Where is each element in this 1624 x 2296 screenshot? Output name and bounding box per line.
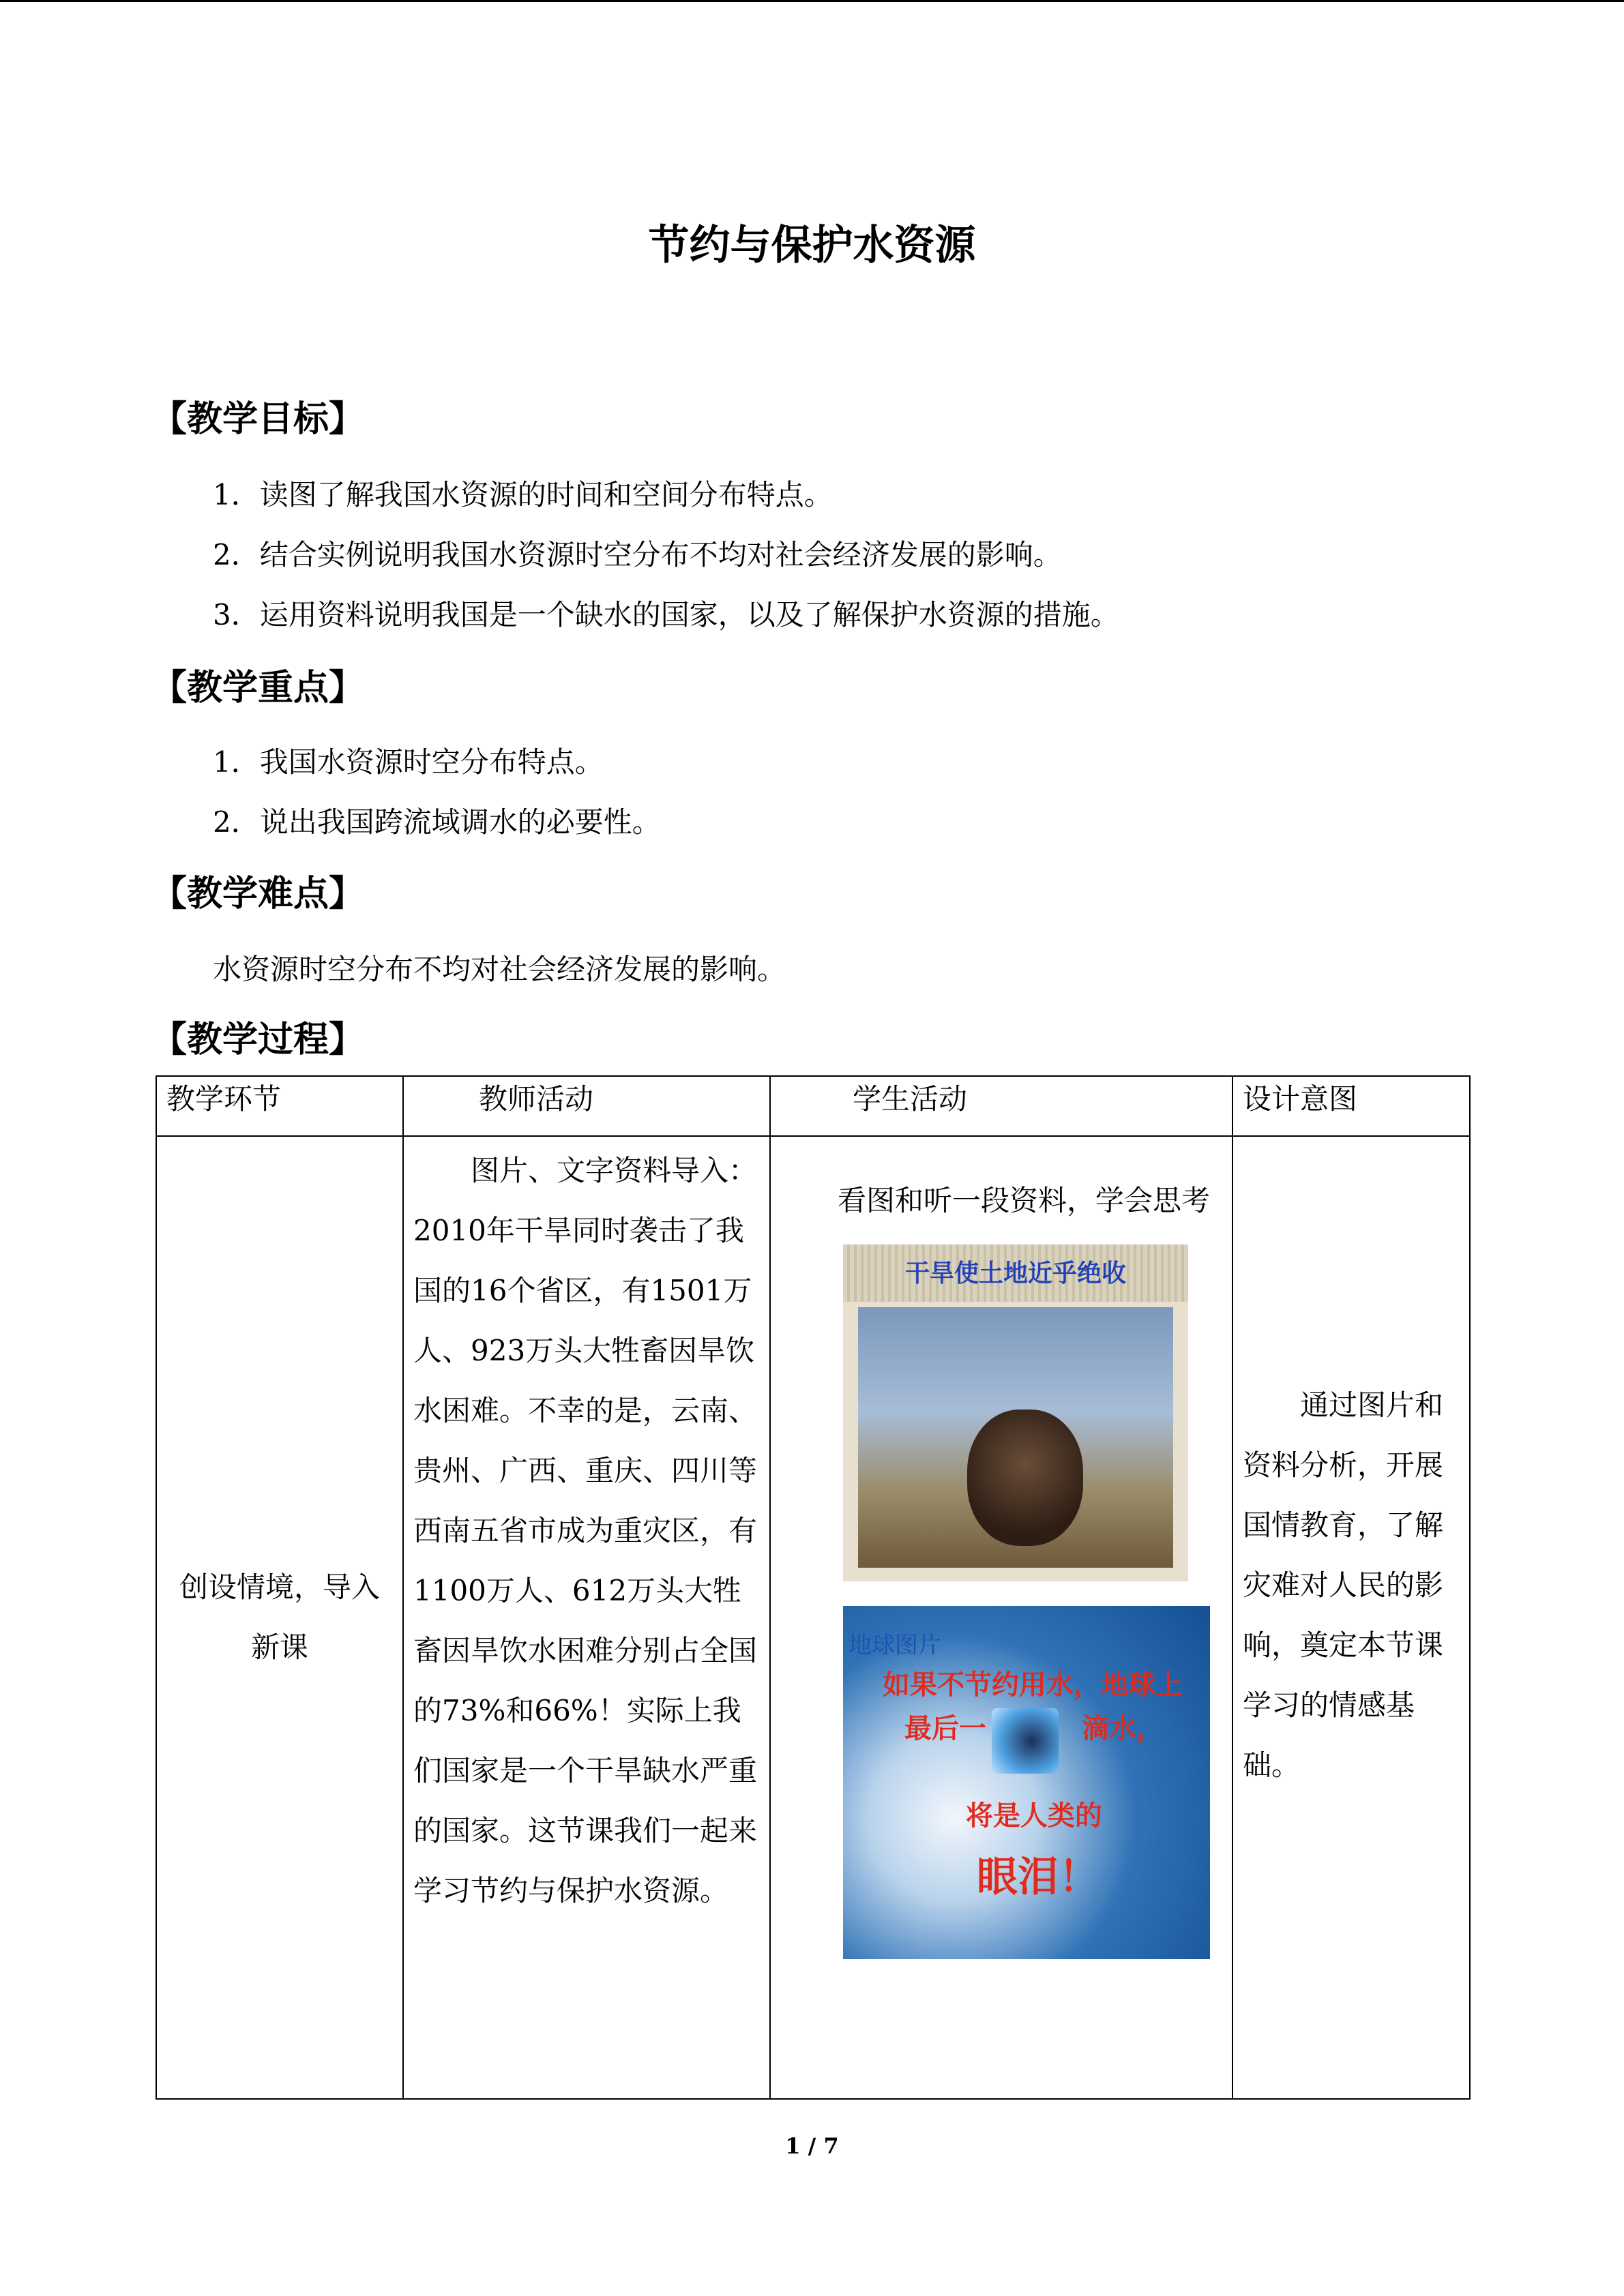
- heading-difficulties: 【教学难点】: [151, 874, 365, 914]
- column-header-student: 学生活动: [770, 1076, 1232, 1136]
- drought-image: [843, 1244, 1222, 1581]
- page-number: 1 / 7: [785, 2133, 839, 2159]
- cell-design-intent: [1232, 1136, 1470, 2099]
- farmer-photo: [858, 1307, 1173, 1568]
- farmer-figure: [967, 1410, 1083, 1546]
- top-border-line: [0, 0, 1624, 2]
- earth-text-line2b: 滴水，: [1082, 1713, 1164, 1744]
- heading-teaching-process: 【教学过程】: [151, 1019, 365, 1060]
- drought-caption: 干旱使土地近乎绝收: [904, 1259, 1126, 1287]
- earth-text-line4: 眼泪！: [977, 1853, 1099, 1901]
- key-point-item-2: 2．说出我国跨流域调水的必要性。: [213, 805, 661, 839]
- table-header-row: [156, 1076, 1470, 1136]
- cell-student-activity: [770, 1136, 1232, 2099]
- earth-photo-card: [843, 1606, 1210, 1959]
- document-title: 节约与保护水资源: [648, 222, 976, 269]
- student-activity-text: 看图和听一段资料，学会思考: [838, 1184, 1211, 1217]
- water-drop-icon: [992, 1708, 1059, 1774]
- heading-key-points: 【教学重点】: [151, 668, 365, 709]
- heading-teaching-goals: 【教学目标】: [151, 399, 365, 440]
- goal-item-2: 2．结合实例说明我国水资源时空分布不均对社会经济发展的影响。: [213, 538, 1062, 571]
- earth-image-label: 地球图片: [848, 1632, 941, 1659]
- drought-photo-card: [843, 1244, 1188, 1581]
- earth-text-line1: 如果不节约用水，地球上: [883, 1669, 1183, 1701]
- cell-stage: [156, 1136, 403, 2099]
- difficulty-text: 水资源时空分布不均对社会经济发展的影响。: [213, 953, 786, 986]
- teacher-activity-text: 图片、文字资料导入：2010年干旱同时袭击了我国的16个省区，有1501万人、923万头大牲畜因旱饮水困难。不幸的是，云南、贵州、广西、重庆、四川等西南五省市成为重灾区，有1100万人、612万头大牲畜因旱饮水困难分别占全国的73%和66%！实际上我们国家是一个干旱缺水严重的国家。这节课我们一起来学习节约与保护水资源。: [413, 1154, 758, 1907]
- earth-text-line3: 将是人类的: [966, 1800, 1102, 1832]
- key-point-item-1: 1．我国水资源时空分布特点。: [213, 745, 604, 779]
- cell-teacher-activity: [403, 1136, 770, 2099]
- teaching-process-table: [156, 1075, 1471, 2100]
- column-header-stage: 教学环节: [156, 1076, 403, 1136]
- goal-item-1: 1．读图了解我国水资源的时间和空间分布特点。: [213, 478, 833, 511]
- goal-item-3: 3．运用资料说明我国是一个缺水的国家，以及了解保护水资源的措施。: [213, 598, 1119, 631]
- design-intent-text: 通过图片和资料分析，开展国情教育，了解灾难对人民的影响，奠定本节课学习的情感基础。: [1243, 1388, 1444, 1782]
- earth-image: [843, 1606, 1222, 1959]
- table-row: [156, 1136, 1470, 2099]
- column-header-teacher: 教师活动: [403, 1076, 770, 1136]
- earth-text-line2a: 最后一: [904, 1713, 986, 1744]
- column-header-intent: 设计意图: [1232, 1076, 1470, 1136]
- stage-text: 创设情境，导入新课: [179, 1570, 380, 1664]
